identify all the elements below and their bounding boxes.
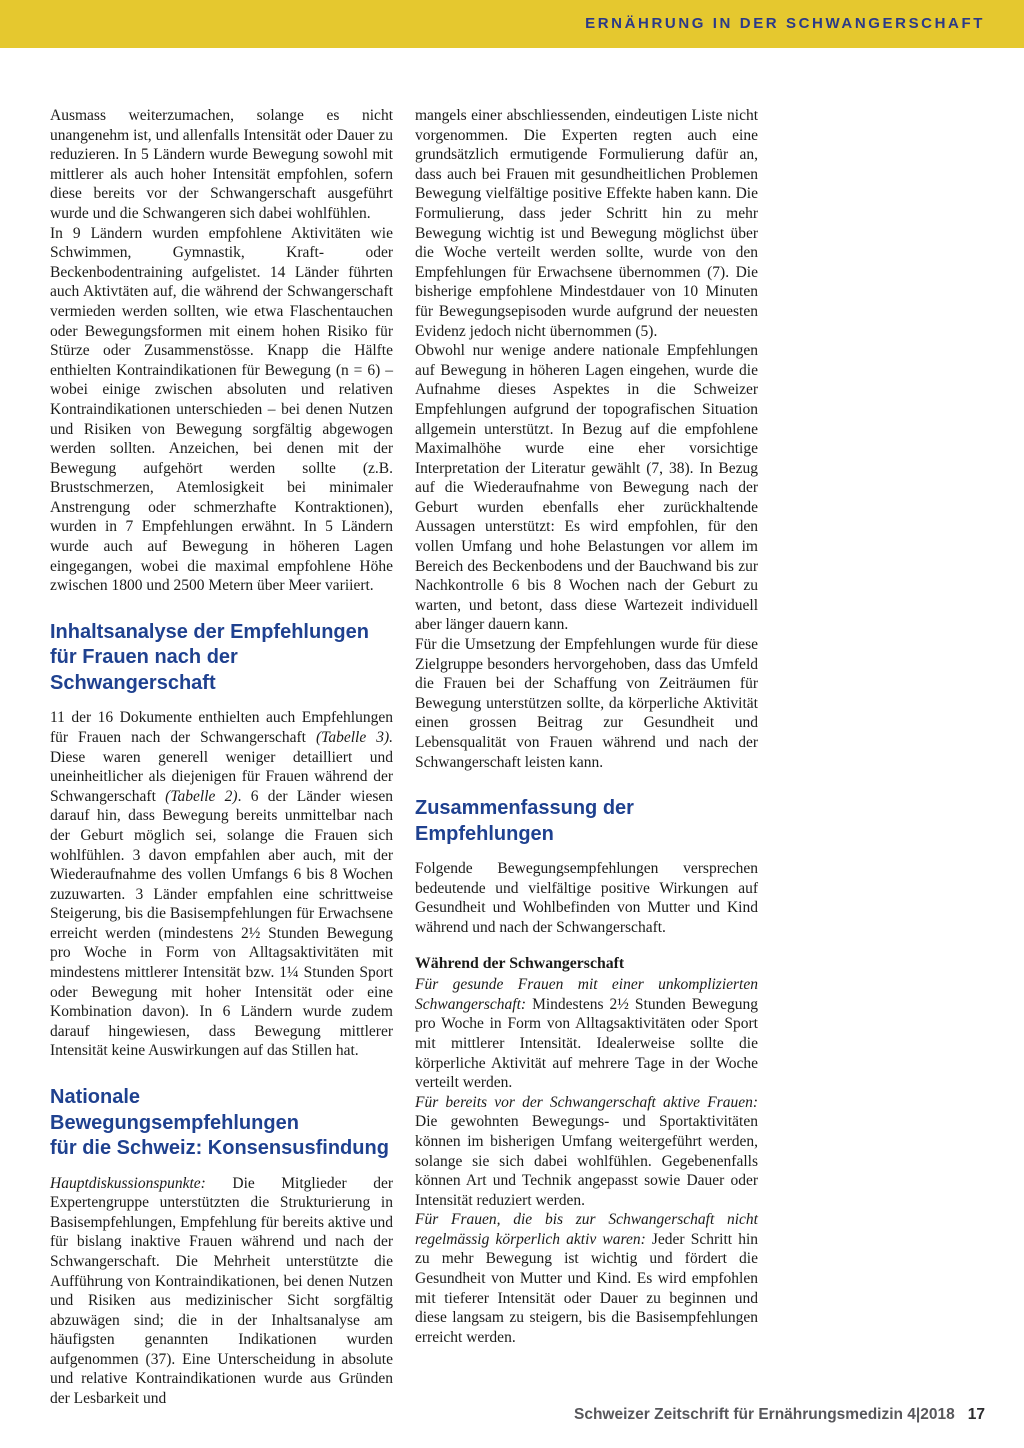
body-paragraph (415, 1093, 758, 1211)
article-columns (50, 106, 758, 1409)
body-paragraph (415, 635, 758, 772)
body-paragraph (415, 975, 758, 1093)
page-footer (574, 1406, 985, 1424)
text-run: Die Mitglieder der Expertengruppe unterstützten die Strukturierung in Basisempfehlungen, Empfehlung für bereits aktive und für bislang inaktive Frauen während und nach der Schwangerschaft. Die Mehrheit unterstützte die Aufführung von Kontraindikationen, bei denen Nutzen und Risiken aus medizinischer Sicht sorgfältig abzuwägen sind; die in der Inhaltsanalyse am häufigsten genannten Indikationen wurden aufgenommen (37). Eine Unterscheidung in absolute und relative Kontraindikationen wurde aus Gründen der Lesbarkeit und (50, 1174, 393, 1408)
body-paragraph (50, 1174, 393, 1409)
body-paragraph (415, 1210, 758, 1347)
section-heading: Nationale Bewegungsempfehlungen für die Schweiz: Konsensusfindung (50, 1086, 389, 1160)
text-run: mangels einer abschliessenden, eindeutigen Liste nicht vorgenommen. Die Experten regten auch eine grundsätzlich ermutigende Formulierung dafür an, dass auch bei Frauen mit gesundheitlichen Problemen Bewegung vielfältige positive Effekte haben kann. Die Formulierung, dass jeder Schritt hin zu mehr Bewegung wichtig ist und Bewegung möglichst über die Woche verteilt werden sollte, wurde von den Empfehlungen für Erwachsene übernommen (7). Die bisherige empfohlene Mindestdauer von 10 Minuten für Bewegungsepisoden wurde aufgrund der neuesten Evidenz jedoch nicht übernommen (5). (415, 107, 758, 340)
text-run: Folgende Bewegungsempfehlungen versprechen bedeutende und vielfältige positive Wirkungen auf Gesundheit und Wohlbefinden von Mutter und Kind während und nach der Schwangerschaft. (415, 860, 758, 936)
body-paragraph (50, 106, 393, 224)
italic-run: (Tabelle 2) (165, 787, 238, 805)
text-run: . 6 der Länder wiesen darauf hin, dass Bewegung bereits unmittelbar nach der Geburt möglich sei, solange die Frauen sich wohlfühlen. 3 davon empfahlen aber auch, mit der Wiederaufnahme des vollen Umfangs 6 bis 8 Wochen zuzuwarten. 3 Länder empfahlen eine schrittweise Steigerung, bis die Basisempfehlungen für Erwachsene erreicht werden (mindestens 2½ Stunden Bewegung pro Woche in Form von Alltagsaktivitäten mit mindestens mittlerer Intensität bzw. 1¼ Stunden Sport oder Bewegung mit hoher Intensität oder eine Kombination davon). In 6 Ländern wurde zudem darauf hingewiesen, dass Bewegung mittlerer Intensität keine Auswirkungen auf das Stillen hat. (50, 787, 393, 1060)
header-bar (0, 0, 1024, 48)
body-paragraph (50, 224, 393, 596)
text-run: Die gewohnten Bewegungs- und Sportaktivitäten können im bisherigen Umfang weitergeführt werden, solange sie sich dabei wohlfühlen. Gegebenenfalls können Art und Technik angepasst sowie Dauer oder Intensität reduziert werden. (415, 1113, 758, 1209)
italic-run: Für Frauen, die bis zur Schwangerschaft nicht regelmässig körperlich aktiv waren: (415, 1211, 758, 1248)
text-run: Mindestens 2½ Stunden Bewegung pro Woche in Form von Alltagsaktivitäten oder Sport mit mittlerer Intensität. Idealerweise sollte die körperliche Aktivität auf mehrere Tage in der Woche verteilt werden. (415, 995, 758, 1092)
text-run: Obwohl nur wenige andere nationale Empfehlungen auf Bewegung in höheren Lagen eingehen, wurde die Aufnahme dieses Aspektes in die Schweizer Empfehlungen aufgrund der topografischen Situation allgemein unterstützt. In Bezug auf die empfohlene Maximalhöhe wurde eine eher vorsichtige Interpretation der Literatur gewählt (7, 38). In Bezug auf die Wiederaufnahme von Bewegung nach der Geburt wurden ebenfalls eher zurückhaltende Aussagen unterstützt: Es wird empfohlen, für den vollen Umfang und hohe Belastungen vor allem im Bereich des Beckenbodens und der Bauchwand bis zur Nachkontrolle 6 bis 8 Wochen nach der Geburt zu warten, und betont, dass diese Wartezeit individuell aber länger dauern kann. (415, 342, 758, 634)
body-paragraph (415, 341, 758, 635)
body-paragraph (415, 859, 758, 937)
text-run: 11 der 16 Dokumente enthielten auch Empfehlungen für Frauen nach der Schwangerschaft (50, 709, 393, 746)
body-paragraph (415, 106, 758, 341)
body-paragraph (50, 708, 393, 1061)
column-right (415, 106, 758, 1409)
page-number: 17 (967, 1406, 985, 1423)
section-heading: Zusammenfassung der Empfehlungen (415, 797, 634, 845)
text-run: In 9 Ländern wurden empfohlene Aktivitäten wie Schwimmen, Gymnastik, Kraft- oder Beckenbodentraining aufgelistet. 14 Länder führten auch Aktivtäten auf, die während der Schwangerschaft vermieden werden sollten, wie etwa Flaschentauchen oder Bewegungsformen mit einem hohen Risiko für Stürze oder Zusammenstösse. Knapp die Hälfte enthielten Kontraindikationen für Bewegung (n = 6) – wobei einige zwischen absoluten und relativen Kontraindikationen unterschieden – bei denen Nutzen und Risiken von Bewegung sorgfältig abgewogen werden sollten. Anzeichen, bei denen mit der Bewegung aufgehört werden sollte (z.B. Brustschmerzen, Atemlosigkeit bei minimaler Anstrengung oder schmerzhafte Kontraktionen), wurden in 7 Empfehlungen erwähnt. In 5 Ländern wurde auch auf Bewegung in höheren Lagen eingegangen, wobei die maximal empfohlene Höhe zwischen 1800 und 2500 Metern über Meer variiert. (50, 224, 393, 595)
italic-run: Für bereits vor der Schwangerschaft aktive Frauen: (415, 1093, 758, 1111)
italic-run: Hauptdiskussionspunkte: (50, 1174, 206, 1192)
text-run: Ausmass weiterzumachen, solange es nicht unangenehm ist, und allenfalls Intensität oder Dauer zu reduzieren. In 5 Ländern wurde Bewegung sowohl mit mittlerer als auch hoher Intensität empfohlen, sofern diese bereits vor der Schwangerschaft ausgeführt wurde und die Schwangeren sich dabei wohlfühlen. (50, 107, 393, 222)
section-heading: Inhaltsanalyse der Empfehlungen für Frauen nach der Schwangerschaft (50, 620, 369, 694)
italic-run: Für gesunde Frauen mit einer unkomplizierten Schwangerschaft: (415, 976, 758, 1013)
column-left (50, 106, 393, 1409)
sub-heading: Während der Schwangerschaft (415, 954, 625, 972)
text-run: Diese waren generell weniger detailliert und uneinheitlicher als diejenigen für Frauen während der Schwangerschaft (50, 748, 393, 805)
text-run: Für die Umsetzung der Empfehlungen wurde für diese Zielgruppe besonders hervorgehoben, dass das Umfeld die Frauen bei der Schaffung von Zeiträumen für Bewegung unterstützen sollte, da körperliche Aktivität einen grossen Beitrag zur Gesundheit und Lebensqualität von Frauen während und nach der Schwangerschaft leisten kann. (415, 636, 758, 771)
header-title: ERNÄHRUNG IN DER SCHWANGERSCHAFT (585, 15, 985, 32)
text-run: Jeder Schritt hin zu mehr Bewegung ist wichtig und fördert die Gesundheit von Mutter und Kind. Es wird empfohlen mit tieferer Intensität oder Dauer zu beginnen und diese langsam zu steigern, bis die Basisempfehlungen erreicht werden. (415, 1230, 758, 1346)
journal-name: Schweizer Zeitschrift für Ernährungsmedizin 4|2018 (574, 1406, 955, 1423)
italic-run: (Tabelle 3). (315, 728, 393, 746)
